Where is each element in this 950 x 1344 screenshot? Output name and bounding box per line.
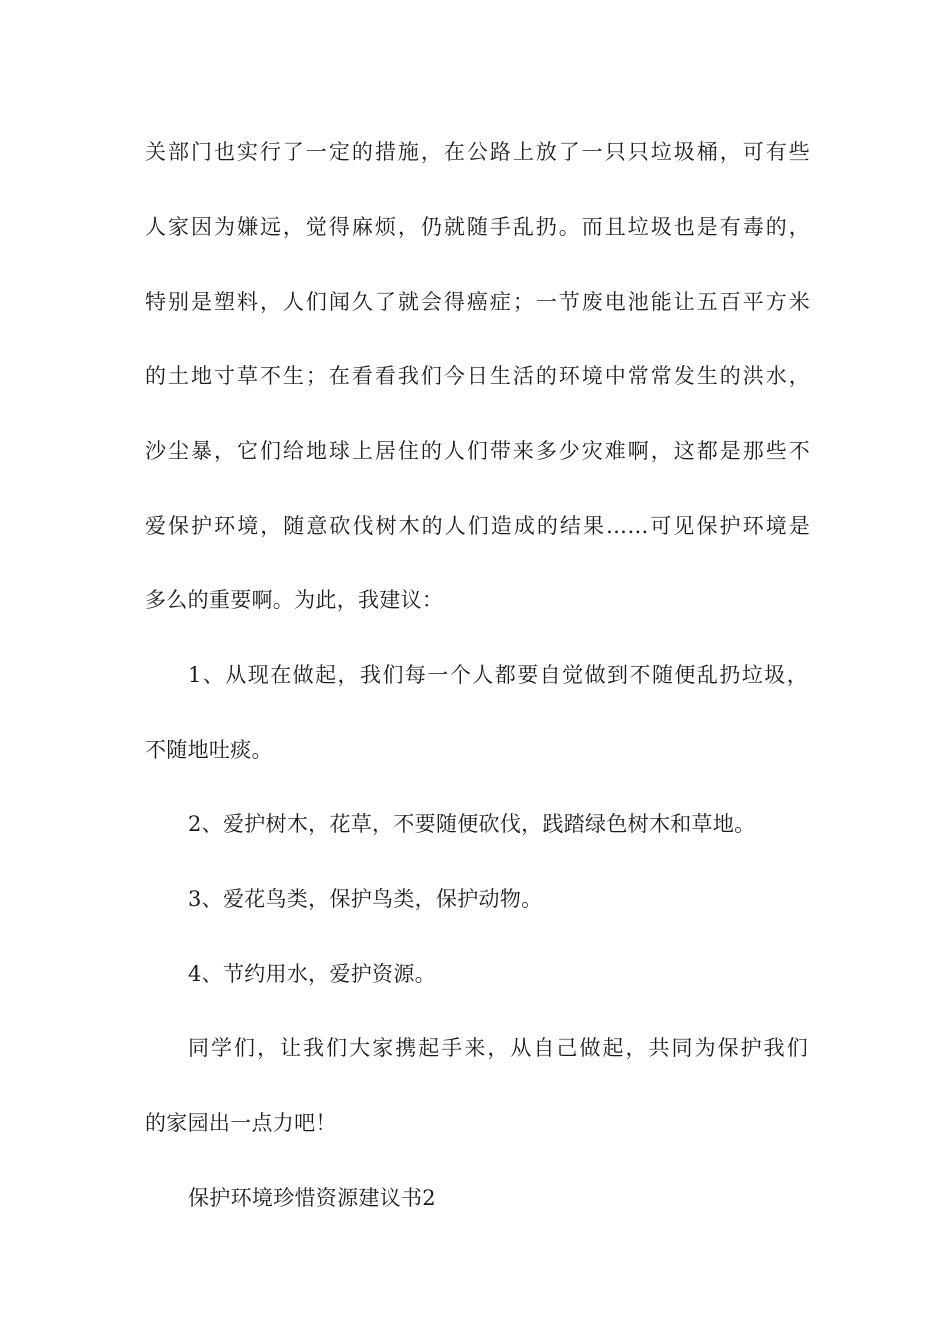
paragraph-line: 关部门也实行了一定的措施，在公路上放了一只只垃圾桶，可有些: [145, 140, 810, 164]
paragraph-line: 人家因为嫌远，觉得麻烦，仍就随手乱扔。而且垃圾也是有毒的，: [145, 215, 810, 239]
paragraph-line: 爱保护环境，随意砍伐树木的人们造成的结果……可见保护环境是: [145, 514, 810, 538]
closing-paragraph: 同学们，让我们大家携起手来，从自己做起，共同为保护我们: [188, 1036, 808, 1060]
suggestion-item-2: 2、爱护树木，花草，不要随便砍伐，践踏绿色树木和草地。: [188, 812, 756, 836]
suggestion-item-3: 3、爱花鸟类，保护鸟类，保护动物。: [188, 887, 543, 911]
closing-paragraph-continued: 的家园出一点力吧！: [145, 1111, 337, 1135]
suggestion-item-1-continued: 不随地吐痰。: [145, 738, 273, 762]
paragraph-line: 的土地寸草不生；在看看我们今日生活的环境中常常发生的洪水，: [145, 364, 810, 388]
paragraph-line: 特别是塑料，人们闻久了就会得癌症；一节废电池能让五百平方米: [145, 290, 810, 314]
paragraph-line: 多么的重要啊。为此，我建议：: [145, 588, 444, 612]
suggestion-item-1: 1、从现在做起，我们每一个人都要自觉做到不随便乱扔垃圾，: [188, 663, 808, 687]
section-heading: 保护环境珍惜资源建议书2: [188, 1186, 436, 1210]
paragraph-line: 沙尘暴，它们给地球上居住的人们带来多少灾难啊，这都是那些不: [145, 439, 810, 463]
suggestion-item-4: 4、节约用水，爱护资源。: [188, 962, 436, 986]
